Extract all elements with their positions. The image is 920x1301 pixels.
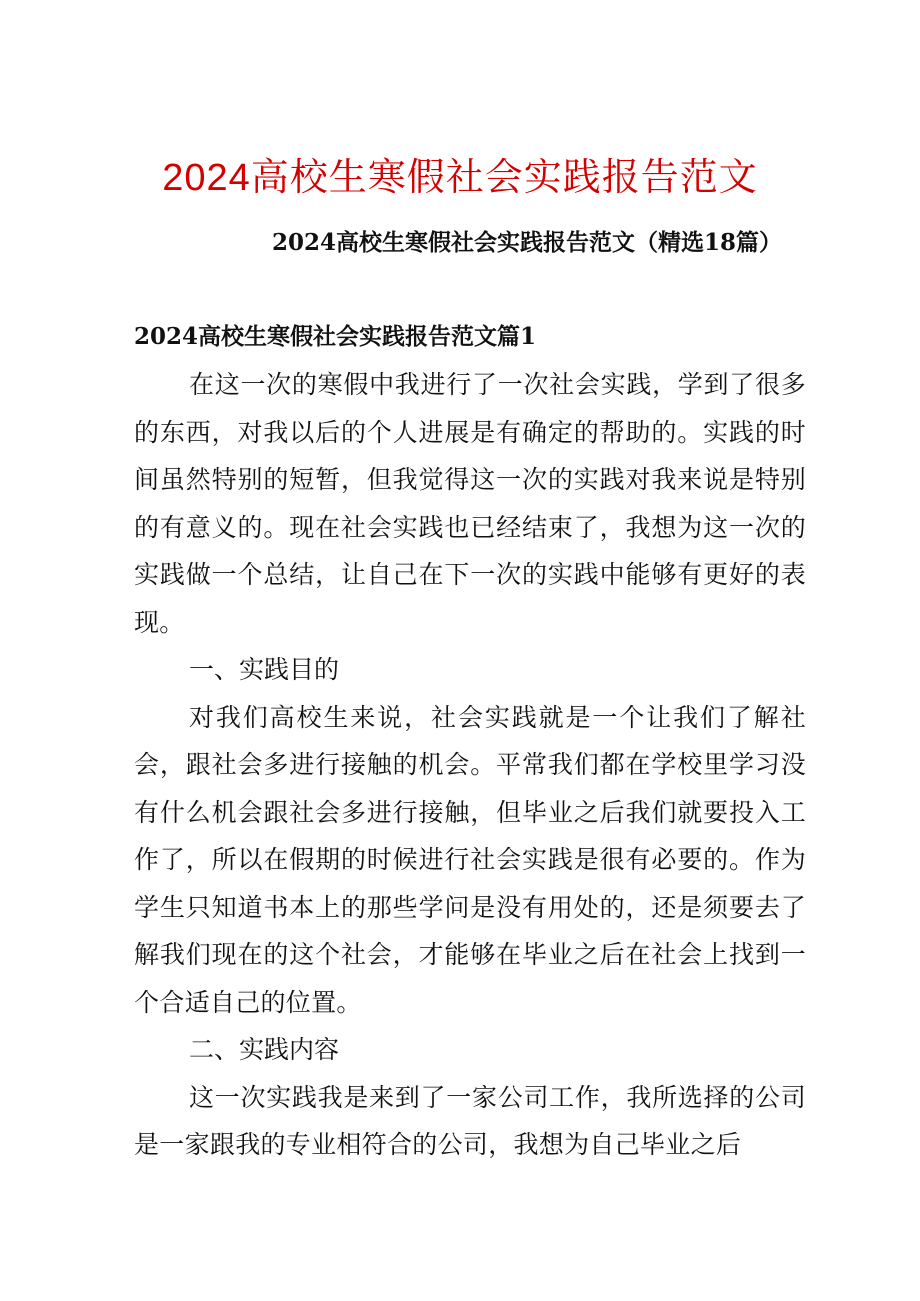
document-subtitle: 2024高校生寒假社会实践报告范文（精选18篇） [272,229,783,256]
heading-practice-content: 二、实践内容 [189,1035,340,1064]
heading-practice-purpose: 一、实践目的 [189,655,340,684]
document-title: 2024高校生寒假社会实践报告范文 [162,157,758,199]
section-title: 2024高校生寒假社会实践报告范文篇1 [134,323,537,350]
paragraph-purpose: 对我们高校生来说，社会实践就是一个让我们了解社会，跟社会多进行接触的机会。平常我们都在学校里学习没有什么机会跟社会多进行接触，但毕业之后我们就要投入工作了，所以在假期的时候进行社会实践是很有必要的。作为学生只知道书本上的那些学问是没有用处的，还是须要去了解我们现在的这个社会，才能够在毕业之后在社会上找到一个合适自己的位置。 [134,702,806,1017]
paragraph-content: 这一次实践我是来到了一家公司工作，我所选择的公司是一家跟我的专业相符合的公司，我想为自己毕业之后 [134,1082,806,1159]
document-body [134,361,806,1169]
paragraph-intro: 在这一次的寒假中我进行了一次社会实践，学到了很多的东西，对我以后的个人进展是有确定的帮助的。实践的时间虽然特别的短暂，但我觉得这一次的实践对我来说是特别的有意义的。现在社会实践也已经结束了，我想为这一次的实践做一个总结，让自己在下一次的实践中能够有更好的表现。 [134,370,806,637]
